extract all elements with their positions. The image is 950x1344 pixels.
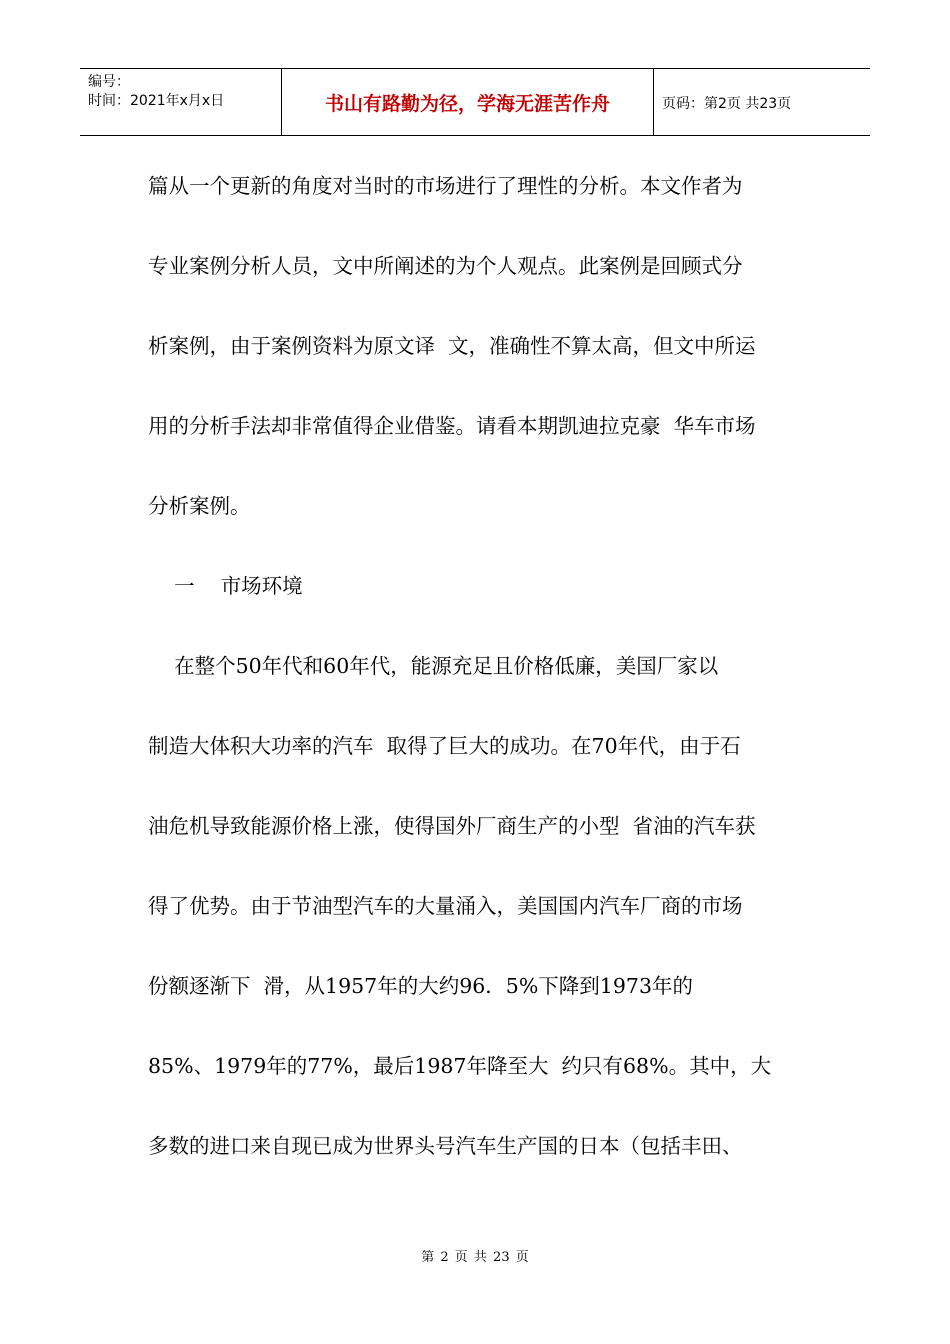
header-meta bbox=[88, 73, 224, 111]
document-body bbox=[148, 166, 818, 1206]
body-line: 在整个50年代和60年代，能源充足且价格低廉，美国厂家以 bbox=[148, 654, 719, 678]
body-line: 分析案例。 bbox=[148, 494, 251, 518]
body-line: 制造大体积大功率的汽车 取得了巨大的成功。在70年代，由于石 bbox=[148, 734, 741, 758]
body-line: 多数的进口来自现已成为世界头号汽车生产国的日本（包括丰田、 bbox=[148, 1134, 743, 1158]
date-label: 时间：2021年x月x日 bbox=[88, 93, 225, 109]
body-line: 专业案例分析人员，文中所阐述的为个人观点。此案例是回顾式分 bbox=[148, 254, 743, 278]
body-line: 得了优势。由于节油型汽车的大量涌入，美国国内汽车厂商的市场 bbox=[148, 894, 743, 918]
body-line: 油危机导致能源价格上涨，使得国外厂商生产的小型 省油的汽车获 bbox=[148, 814, 756, 838]
header-divider-right bbox=[653, 69, 654, 136]
page-header bbox=[80, 68, 870, 136]
number-label: 编号： bbox=[88, 74, 130, 90]
body-line: 析案例，由于案例资料为原文译 文，准确性不算太高，但文中所运 bbox=[148, 334, 756, 358]
body-line: 用的分析手法却非常值得企业借鉴。请看本期凯迪拉克豪 华车市场 bbox=[148, 414, 756, 438]
header-motto: 书山有路勤为径，学海无涯苦作舟 bbox=[324, 93, 610, 115]
header-page-info: 页码：第2页 共23页 bbox=[662, 95, 792, 112]
body-line: 篇从一个更新的角度对当时的市场进行了理性的分析。本文作者为 bbox=[148, 174, 743, 198]
section-heading: 一 市场环境 bbox=[148, 574, 303, 598]
page-footer: 第 2 页 共 23 页 bbox=[421, 1250, 529, 1265]
body-line: 85%、1979年的77%，最后1987年降至大 约只有68%。其中，大 bbox=[148, 1054, 772, 1078]
body-line: 份额逐渐下 滑，从1957年的大约96．5%下降到1973年的 bbox=[148, 974, 693, 998]
